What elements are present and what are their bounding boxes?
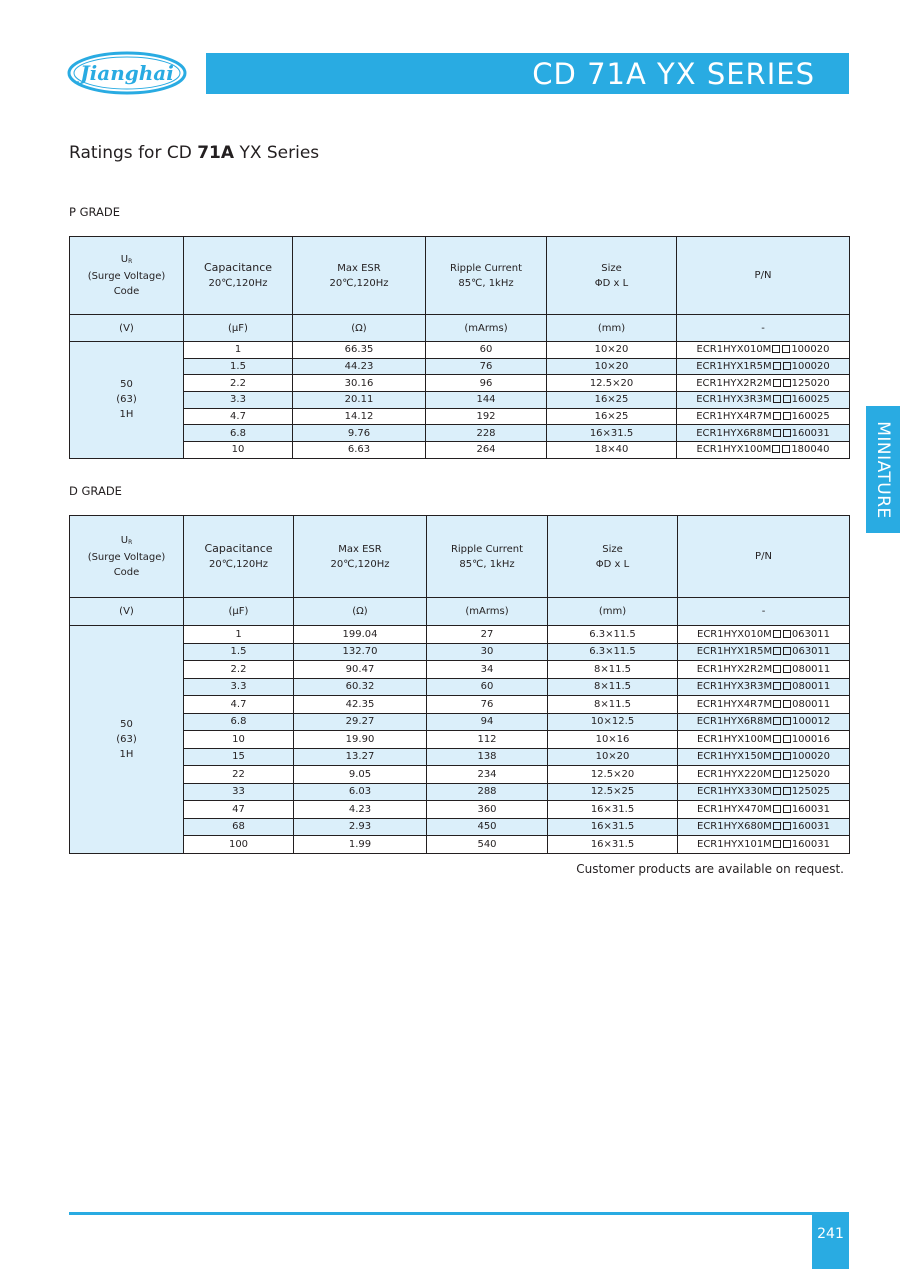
ripple-cell: 228 — [426, 425, 547, 442]
ripple-cell: 112 — [427, 731, 548, 749]
table-row — [70, 818, 850, 836]
capacitance-cell: 4.7 — [184, 408, 293, 425]
pn-prefix: ECR1HYX680M — [697, 821, 772, 833]
pn-cell — [678, 731, 850, 749]
size-cell: 16×25 — [547, 392, 677, 409]
size-cell: 10×20 — [547, 342, 677, 359]
unit-pn: - — [677, 315, 850, 342]
pn-cell — [678, 626, 850, 644]
ur-main: U — [120, 254, 129, 265]
size-line1: Size — [601, 262, 622, 274]
placeholder-box-icon — [773, 752, 781, 760]
ripple-cell: 144 — [426, 392, 547, 409]
unit-voltage: (V) — [70, 315, 184, 342]
size-cell: 16×31.5 — [547, 425, 677, 442]
capacitance-cell: 1.5 — [184, 358, 293, 375]
ripple-cell: 540 — [427, 836, 548, 854]
ripple-cell: 27 — [427, 626, 548, 644]
size-cell: 8×11.5 — [548, 661, 678, 679]
capacitance-cell: 10 — [184, 731, 294, 749]
unit-pn: - — [678, 598, 850, 626]
size-cell: 6.3×11.5 — [548, 643, 678, 661]
size-cell: 12.5×20 — [547, 375, 677, 392]
ur-sub: R — [128, 539, 133, 546]
ripple-cell: 76 — [427, 696, 548, 714]
pn-suffix: 160025 — [791, 394, 830, 406]
ur-main: U — [120, 535, 129, 546]
header-pn: P/N — [678, 516, 850, 598]
pn-suffix: 100020 — [791, 344, 830, 356]
placeholder-box-icon — [782, 345, 790, 353]
ur-sub: R — [128, 258, 133, 265]
placeholder-box-icon — [773, 362, 781, 370]
pn-prefix: ECR1HYX6R8M — [696, 427, 772, 439]
capacitance-cell: 3.3 — [184, 392, 293, 409]
pn-cell — [678, 661, 850, 679]
pn-cell — [678, 818, 850, 836]
header-size — [548, 516, 678, 598]
size-line1: Size — [602, 543, 623, 555]
ripple-cell: 192 — [426, 408, 547, 425]
voltage-cell — [70, 626, 184, 854]
unit-cap: (μF) — [184, 598, 294, 626]
header-ur — [70, 237, 184, 315]
pn-cell — [677, 392, 850, 409]
ripple-cell: 34 — [427, 661, 548, 679]
table-row — [70, 836, 850, 854]
capacitance-cell: 2.2 — [184, 375, 293, 392]
esr-cell: 13.27 — [294, 748, 427, 766]
pn-suffix: 063011 — [792, 646, 831, 658]
esr-cell: 42.35 — [294, 696, 427, 714]
placeholder-box-icon — [773, 395, 781, 403]
esr-line1: Max ESR — [338, 543, 382, 555]
esr-cell: 30.16 — [293, 375, 426, 392]
capacitance-cell: 1 — [184, 626, 294, 644]
pn-cell — [678, 748, 850, 766]
ripple-cell: 360 — [427, 801, 548, 819]
pn-prefix: ECR1HYX010M — [696, 344, 772, 356]
pn-cell — [677, 375, 850, 392]
table-row — [70, 358, 850, 375]
capacitance-cell: 2.2 — [184, 661, 294, 679]
ripple-cell: 60 — [427, 678, 548, 696]
capacitance-cell: 6.8 — [184, 425, 293, 442]
esr-cell: 19.90 — [294, 731, 427, 749]
table-row — [70, 678, 850, 696]
ur-line3: Code — [113, 567, 140, 578]
size-cell: 12.5×25 — [548, 783, 678, 801]
esr-cell: 1.99 — [294, 836, 427, 854]
size-line2: ΦD x L — [595, 558, 630, 570]
size-cell: 16×31.5 — [548, 801, 678, 819]
placeholder-box-icon — [783, 717, 791, 725]
ripple-line1: Ripple Current — [450, 543, 524, 555]
jianghai-logo — [66, 50, 188, 96]
esr-cell: 14.12 — [293, 408, 426, 425]
esr-cell: 29.27 — [294, 713, 427, 731]
ripple-cell: 138 — [427, 748, 548, 766]
ripple-line2: 85℃, 1kHz — [459, 558, 515, 570]
unit-ripple: (mArms) — [427, 598, 548, 626]
table-row — [70, 731, 850, 749]
header-capacitance — [184, 516, 294, 598]
header-ripple — [426, 237, 547, 315]
placeholder-box-icon — [773, 647, 781, 655]
unit-size: (mm) — [547, 315, 677, 342]
pn-prefix: ECR1HYX010M — [697, 628, 772, 640]
d-grade-table — [69, 515, 850, 854]
placeholder-box-icon — [772, 345, 780, 353]
unit-row — [70, 598, 850, 626]
placeholder-box-icon — [773, 682, 781, 690]
capacitance-cell: 4.7 — [184, 696, 294, 714]
placeholder-box-icon — [783, 647, 791, 655]
availability-note: Customer products are available on request. — [576, 862, 844, 876]
pn-cell — [677, 442, 850, 459]
placeholder-box-icon — [783, 682, 791, 690]
pn-suffix: 125020 — [791, 768, 830, 780]
esr-line1: Max ESR — [337, 262, 381, 274]
placeholder-box-icon — [773, 700, 781, 708]
surge-voltage: (63) — [116, 394, 137, 406]
header-capacitance — [184, 237, 293, 315]
table-row — [70, 783, 850, 801]
capacitance-cell: 33 — [184, 783, 294, 801]
header-esr — [294, 516, 427, 598]
placeholder-box-icon — [773, 665, 781, 673]
pn-prefix: ECR1HYX100M — [697, 733, 772, 745]
pn-suffix: 125025 — [791, 786, 830, 798]
capacitance-cell: 1 — [184, 342, 293, 359]
esr-cell: 199.04 — [294, 626, 427, 644]
capacitance-cell: 68 — [184, 818, 294, 836]
page-number-box — [812, 1215, 849, 1269]
placeholder-box-icon — [783, 770, 791, 778]
heading-suffix: YX Series — [234, 143, 320, 163]
pn-suffix: 100020 — [791, 751, 830, 763]
esr-line2: 20℃,120Hz — [329, 277, 389, 289]
esr-cell: 132.70 — [294, 643, 427, 661]
placeholder-box-icon — [773, 412, 781, 420]
esr-cell: 60.32 — [294, 678, 427, 696]
size-cell: 16×25 — [547, 408, 677, 425]
pn-prefix: ECR1HYX3R3M — [696, 681, 773, 693]
voltage-value: 50 — [120, 718, 133, 730]
side-tab-miniature — [866, 406, 900, 533]
placeholder-box-icon — [773, 379, 781, 387]
placeholder-box-icon — [783, 752, 791, 760]
placeholder-box-icon — [783, 700, 791, 708]
pn-suffix: 160031 — [791, 803, 830, 815]
pn-suffix: 125020 — [791, 377, 830, 389]
table-row — [70, 801, 850, 819]
header-row — [70, 516, 850, 598]
esr-cell: 9.05 — [294, 766, 427, 784]
placeholder-box-icon — [773, 822, 781, 830]
size-cell: 18×40 — [547, 442, 677, 459]
pn-suffix: 160025 — [791, 411, 830, 423]
pn-prefix: ECR1HYX220M — [697, 768, 772, 780]
ur-line3: Code — [113, 286, 140, 297]
voltage-value: 50 — [120, 379, 133, 391]
pn-prefix: ECR1HYX2R2M — [696, 377, 772, 389]
pn-suffix: 063011 — [791, 628, 830, 640]
table-row — [70, 425, 850, 442]
table-row — [70, 626, 850, 644]
pn-prefix: ECR1HYX4R7M — [696, 411, 772, 423]
ripple-cell: 288 — [427, 783, 548, 801]
placeholder-box-icon — [773, 770, 781, 778]
placeholder-box-icon — [783, 395, 791, 403]
unit-cap: (μF) — [184, 315, 293, 342]
placeholder-box-icon — [783, 665, 791, 673]
pn-suffix: 080011 — [792, 681, 831, 693]
series-banner — [206, 53, 849, 94]
placeholder-box-icon — [783, 735, 791, 743]
series-title: CD 71A YX SERIES — [532, 57, 815, 91]
esr-cell: 2.93 — [294, 818, 427, 836]
pn-cell — [678, 713, 850, 731]
ripple-cell: 264 — [426, 442, 547, 459]
esr-cell: 9.76 — [293, 425, 426, 442]
pn-suffix: 100020 — [791, 361, 830, 373]
esr-cell: 4.23 — [294, 801, 427, 819]
ripple-cell: 94 — [427, 713, 548, 731]
cap-line2: 20℃,120Hz — [209, 559, 268, 570]
page-heading — [69, 143, 319, 163]
table-row — [70, 375, 850, 392]
ripple-cell: 60 — [426, 342, 547, 359]
esr-cell: 6.03 — [294, 783, 427, 801]
pn-cell — [677, 342, 850, 359]
size-cell: 12.5×20 — [548, 766, 678, 784]
pn-prefix: ECR1HYX470M — [697, 803, 772, 815]
placeholder-box-icon — [772, 445, 780, 453]
placeholder-box-icon — [773, 787, 781, 795]
size-cell: 10×16 — [548, 731, 678, 749]
footer-rule — [69, 1212, 849, 1215]
esr-cell: 20.11 — [293, 392, 426, 409]
unit-row — [70, 315, 850, 342]
side-tab-label: MINIATURE — [873, 420, 893, 519]
size-cell: 8×11.5 — [548, 696, 678, 714]
pn-suffix: 160031 — [791, 821, 830, 833]
ur-line2: (Surge Voltage) — [87, 271, 166, 282]
pn-prefix: ECR1HYX1R5M — [696, 646, 773, 658]
placeholder-box-icon — [783, 412, 791, 420]
table-row — [70, 748, 850, 766]
placeholder-box-icon — [783, 822, 791, 830]
table-row — [70, 661, 850, 679]
placeholder-box-icon — [783, 840, 791, 848]
capacitance-cell: 10 — [184, 442, 293, 459]
placeholder-box-icon — [783, 787, 791, 795]
voltage-cell — [70, 342, 184, 459]
pn-suffix: 100012 — [792, 716, 831, 728]
table-row — [70, 342, 850, 359]
capacitance-cell: 22 — [184, 766, 294, 784]
ripple-cell: 96 — [426, 375, 547, 392]
pn-cell — [678, 678, 850, 696]
placeholder-box-icon — [783, 379, 791, 387]
voltage-code: 1H — [119, 748, 134, 760]
table-row — [70, 766, 850, 784]
surge-voltage: (63) — [116, 733, 137, 745]
size-cell: 8×11.5 — [548, 678, 678, 696]
esr-cell: 90.47 — [294, 661, 427, 679]
table-row — [70, 696, 850, 714]
pn-suffix: 160031 — [791, 838, 830, 850]
pn-prefix: ECR1HYX150M — [697, 751, 772, 763]
header-ur — [70, 516, 184, 598]
size-cell: 10×20 — [547, 358, 677, 375]
d-grade-title: D GRADE — [69, 484, 122, 498]
pn-prefix: ECR1HYX100M — [696, 444, 772, 456]
pn-cell — [677, 408, 850, 425]
logo-wordmark: Jianghai — [80, 61, 174, 85]
table-row — [70, 442, 850, 459]
size-cell: 6.3×11.5 — [548, 626, 678, 644]
capacitance-cell: 100 — [184, 836, 294, 854]
table-row — [70, 713, 850, 731]
ripple-cell: 76 — [426, 358, 547, 375]
pn-suffix: 100016 — [791, 733, 830, 745]
header-size — [547, 237, 677, 315]
placeholder-box-icon — [773, 429, 781, 437]
unit-ripple: (mArms) — [426, 315, 547, 342]
placeholder-box-icon — [783, 429, 791, 437]
pn-cell — [677, 425, 850, 442]
heading-bold: 71A — [197, 143, 235, 163]
pn-cell — [678, 643, 850, 661]
p-grade-table — [69, 236, 850, 459]
pn-cell — [678, 766, 850, 784]
header-pn: P/N — [677, 237, 850, 315]
unit-esr: (Ω) — [293, 315, 426, 342]
esr-cell: 44.23 — [293, 358, 426, 375]
size-cell: 16×31.5 — [548, 818, 678, 836]
table-row — [70, 392, 850, 409]
ripple-cell: 30 — [427, 643, 548, 661]
placeholder-box-icon — [773, 630, 781, 638]
pn-prefix: ECR1HYX2R2M — [696, 663, 773, 675]
header-esr — [293, 237, 426, 315]
capacitance-cell: 3.3 — [184, 678, 294, 696]
cap-line1: Capacitance — [204, 542, 273, 555]
heading-prefix: Ratings for CD — [69, 143, 198, 163]
header-ripple — [427, 516, 548, 598]
page-number: 241 — [817, 1226, 844, 1242]
pn-cell — [678, 836, 850, 854]
ripple-line2: 85℃, 1kHz — [458, 277, 514, 289]
placeholder-box-icon — [783, 630, 791, 638]
size-cell: 10×12.5 — [548, 713, 678, 731]
capacitance-cell: 15 — [184, 748, 294, 766]
placeholder-box-icon — [782, 445, 790, 453]
esr-cell: 66.35 — [293, 342, 426, 359]
pn-prefix: ECR1HYX6R8M — [696, 716, 773, 728]
capacitance-cell: 1.5 — [184, 643, 294, 661]
cap-line2: 20℃,120Hz — [208, 278, 268, 289]
unit-size: (mm) — [548, 598, 678, 626]
pn-cell — [678, 801, 850, 819]
pn-suffix: 180040 — [791, 444, 830, 456]
placeholder-box-icon — [773, 840, 781, 848]
pn-suffix: 160031 — [791, 427, 830, 439]
size-line2: ΦD x L — [594, 277, 629, 289]
pn-cell — [677, 358, 850, 375]
pn-prefix: ECR1HYX1R5M — [696, 361, 772, 373]
pn-cell — [678, 783, 850, 801]
pn-prefix: ECR1HYX330M — [697, 786, 772, 798]
placeholder-box-icon — [773, 735, 781, 743]
pn-suffix: 080011 — [792, 663, 831, 675]
cap-line1: Capacitance — [203, 261, 273, 274]
unit-esr: (Ω) — [294, 598, 427, 626]
header-row — [70, 237, 850, 315]
ripple-cell: 450 — [427, 818, 548, 836]
table-row — [70, 408, 850, 425]
ur-line2: (Surge Voltage) — [87, 552, 166, 563]
placeholder-box-icon — [783, 805, 791, 813]
pn-prefix: ECR1HYX101M — [697, 838, 772, 850]
size-cell: 16×31.5 — [548, 836, 678, 854]
esr-line2: 20℃,120Hz — [330, 558, 390, 570]
unit-voltage: (V) — [70, 598, 184, 626]
ripple-line1: Ripple Current — [449, 262, 523, 274]
pn-cell — [678, 696, 850, 714]
placeholder-box-icon — [783, 362, 791, 370]
p-grade-title: P GRADE — [69, 205, 121, 219]
esr-cell: 6.63 — [293, 442, 426, 459]
pn-prefix: ECR1HYX4R7M — [696, 698, 773, 710]
placeholder-box-icon — [773, 717, 781, 725]
pn-suffix: 080011 — [792, 698, 831, 710]
placeholder-box-icon — [773, 805, 781, 813]
table-row — [70, 643, 850, 661]
ripple-cell: 234 — [427, 766, 548, 784]
capacitance-cell: 47 — [184, 801, 294, 819]
pn-prefix: ECR1HYX3R3M — [696, 394, 772, 406]
voltage-code: 1H — [119, 409, 134, 421]
size-cell: 10×20 — [548, 748, 678, 766]
capacitance-cell: 6.8 — [184, 713, 294, 731]
